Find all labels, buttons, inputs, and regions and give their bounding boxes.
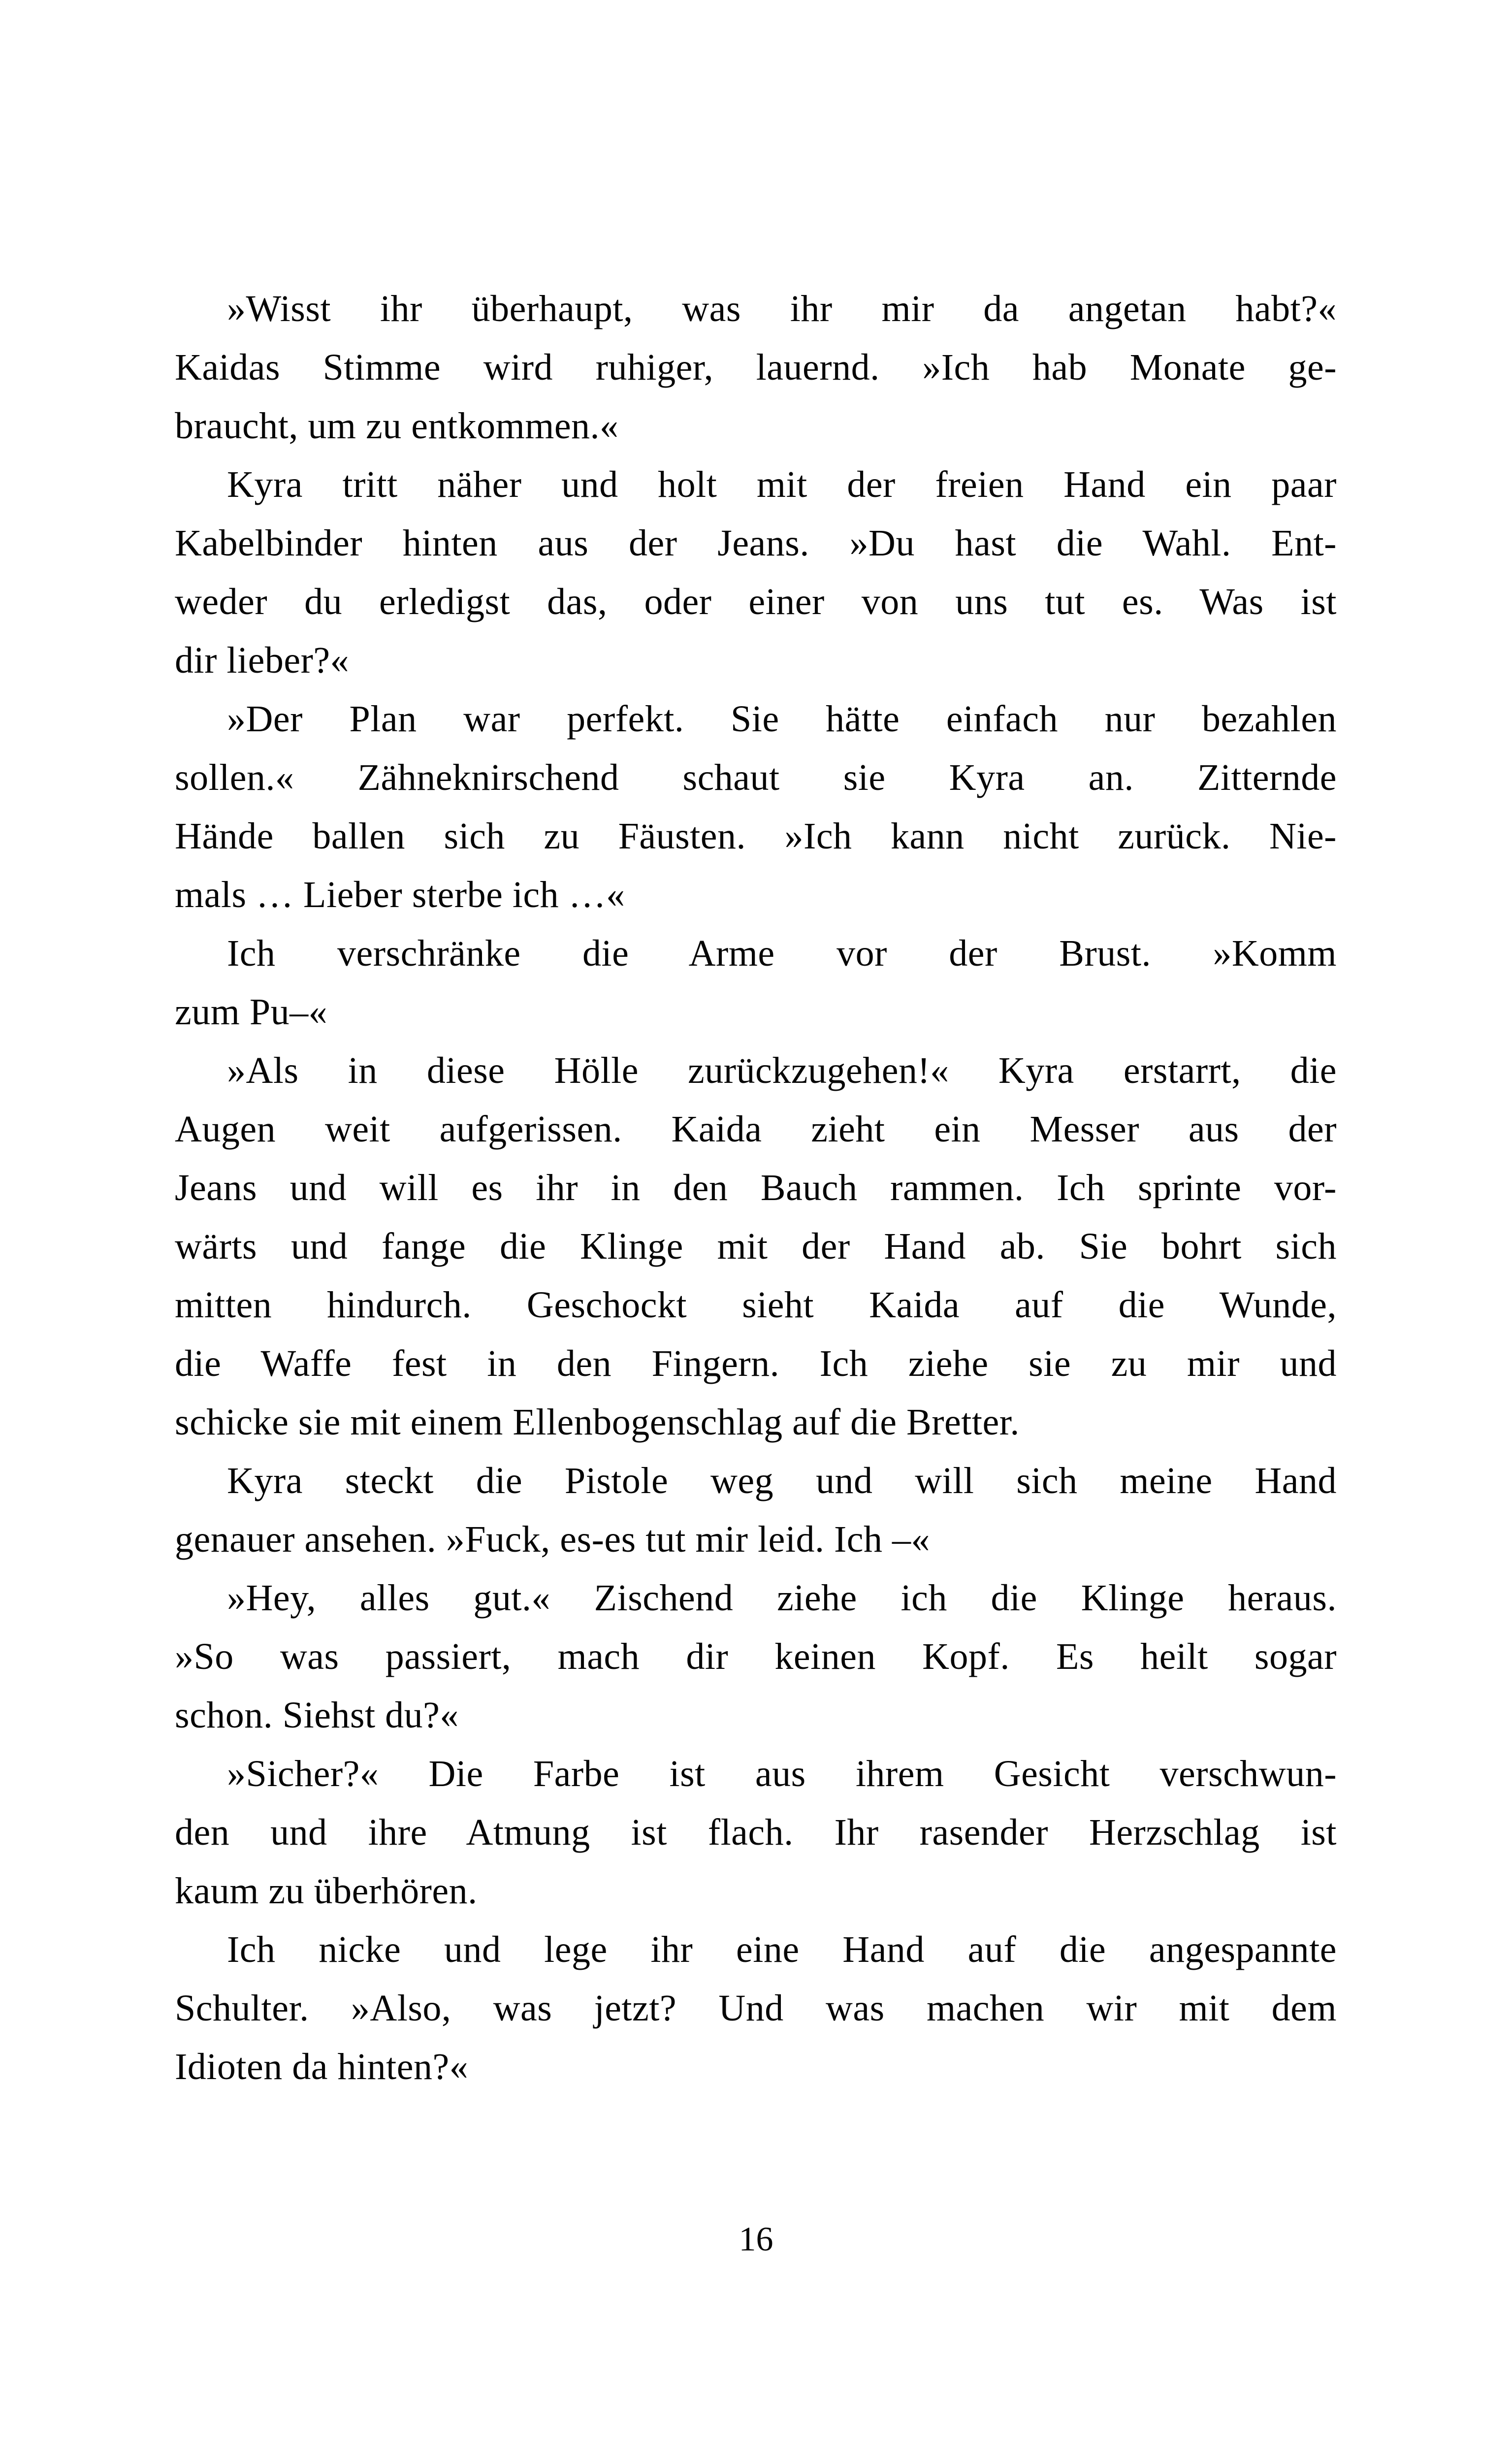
text-line: »Der Plan war perfekt. Sie hätte einfach nur bezahlen	[227, 698, 1337, 740]
paragraph	[175, 456, 1337, 690]
paragraph	[175, 690, 1337, 924]
text-line: die Waffe fest in den Fingern. Ich ziehe sie zu mir und	[175, 1343, 1337, 1384]
text-line: schon. Siehst du?«	[175, 1694, 459, 1736]
text-line: Idioten da hinten?«	[175, 2046, 469, 2087]
paragraph	[175, 280, 1337, 456]
text-line: dir lieber?«	[175, 640, 350, 681]
text-line: Hände ballen sich zu Fäusten. »Ich kann nicht zurück. Nie-	[175, 815, 1337, 857]
text-line: Augen weit aufgerissen. Kaida zieht ein Messer aus der	[175, 1108, 1337, 1150]
text-line: Kabelbinder hinten aus der Jeans. »Du hast die Wahl. Ent-	[175, 522, 1337, 564]
text-line: den und ihre Atmung ist flach. Ihr rasender Herzschlag ist	[175, 1812, 1337, 1853]
text-line: mals … Lieber sterbe ich …«	[175, 874, 625, 915]
text-line: braucht, um zu entkommen.«	[175, 405, 619, 447]
paragraph	[175, 1042, 1337, 1452]
paragraph	[175, 1452, 1337, 1569]
text-line: Jeans und will es ihr in den Bauch rammen. Ich sprinte vor-	[175, 1167, 1337, 1208]
page-number: 16	[739, 2220, 773, 2258]
text-line: »Sicher?« Die Farbe ist aus ihrem Gesicht verschwun-	[227, 1753, 1337, 1794]
text-line: zum Pu–«	[175, 991, 328, 1033]
paragraph	[175, 924, 1337, 1042]
paragraph	[175, 1569, 1337, 1745]
text-line: »Hey, alles gut.« Zischend ziehe ich die Klinge heraus.	[227, 1577, 1337, 1619]
text-line: Ich nicke und lege ihr eine Hand auf die angespannte	[227, 1929, 1337, 1970]
text-line: mitten hindurch. Geschockt sieht Kaida auf die Wunde,	[175, 1284, 1337, 1326]
text-line: kaum zu überhören.	[175, 1870, 478, 1912]
text-line: weder du erledigst das, oder einer von uns tut es. Was ist	[175, 581, 1337, 622]
text-line: »Als in diese Hölle zurückzugehen!« Kyra erstarrt, die	[227, 1050, 1337, 1091]
text-line: schicke sie mit einem Ellenbogenschlag auf die Bretter.	[175, 1401, 1020, 1443]
text-line: »Wisst ihr überhaupt, was ihr mir da angetan habt?«	[227, 288, 1337, 329]
text-line: Kyra steckt die Pistole weg und will sich meine Hand	[227, 1460, 1337, 1501]
body-text	[175, 280, 1337, 2096]
text-line: Kaidas Stimme wird ruhiger, lauernd. »Ich hab Monate ge-	[175, 347, 1337, 388]
paragraph	[175, 1745, 1337, 1921]
text-line: genauer ansehen. »Fuck, es-es tut mir leid. Ich –«	[175, 1519, 930, 1560]
text-line: wärts und fange die Klinge mit der Hand ab. Sie bohrt sich	[175, 1226, 1337, 1267]
paragraph	[175, 1921, 1337, 2096]
text-line: »So was passiert, mach dir keinen Kopf. Es heilt sogar	[175, 1636, 1337, 1677]
text-line: sollen.« Zähneknirschend schaut sie Kyra an. Zitternde	[175, 757, 1337, 798]
text-line: Kyra tritt näher und holt mit der freien Hand ein paar	[227, 464, 1337, 505]
text-line: Ich verschränke die Arme vor der Brust. »Komm	[227, 933, 1337, 974]
text-line: Schulter. »Also, was jetzt? Und was machen wir mit dem	[175, 1987, 1337, 2029]
